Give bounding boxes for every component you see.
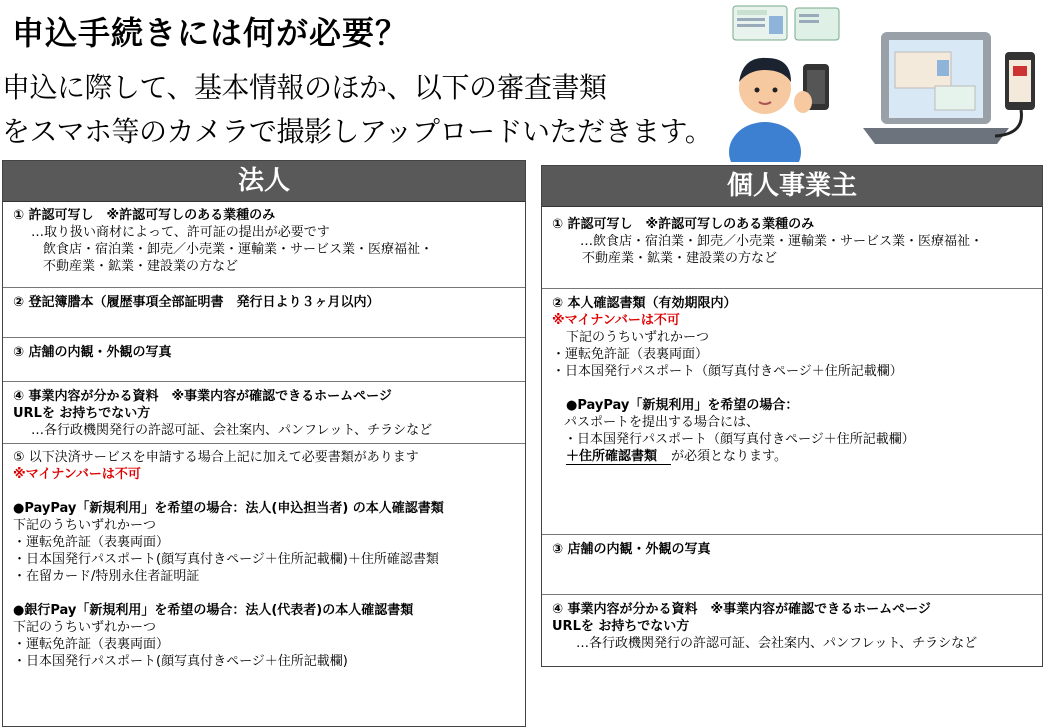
corp-license-line: 飲食店・宿泊業・卸売／小売業・運輸業・サービス業・医療福祉・ [43,242,434,257]
corp-row-registry [3,287,525,337]
corp-bankpay-line: ・日本国発行パスポート(顔写真付きページ＋住所記載欄) [13,654,348,669]
corporate-column [2,160,526,727]
corp-license-line: 不動産業・鉱業・建設業の方など [43,259,239,274]
sole-proprietor-column [541,165,1043,667]
corp-store-photo-title: ③ 店舗の内観・外観の写真 [13,345,172,360]
page-title: 申込手続きには何が必要？ [12,14,409,52]
smartphone-upload-illustration [725,4,1045,162]
indiv-row-identity [542,288,1042,534]
indiv-paypay-line: ・日本国発行パスポート（顔写真付きページ＋住所記載欄） [564,432,915,447]
indiv-identity-line: ・日本国発行パスポート（顔写真付きページ＋住所記載欄） [552,364,903,379]
subtitle-line-2: をスマホ等のカメラで撮影しアップロードいただきます。 [2,115,713,148]
corp-row-business-docs [3,381,525,443]
indiv-identity-title: ② 本人確認書類（有効期限内） [552,296,737,311]
indiv-store-photo-title: ③ 店舗の内観・外観の写真 [552,542,711,557]
corp-row-license [3,205,525,287]
license-card-icon [733,6,787,40]
indiv-row-license [542,210,1042,288]
indiv-license-line: …飲食店・宿泊業・卸売／小売業・運輸業・サービス業・医療福祉・ [580,234,984,249]
indiv-license-line: 不動産業・鉱業・建設業の方など [582,251,778,266]
corp-license-line: …取り扱い商材によって、許可証の提出が必要です [31,225,330,240]
indiv-identity-line: 下記のうちいずれかーつ [566,330,710,345]
corp-row-payment-services [3,443,525,725]
card-back-icon [795,8,839,40]
indiv-address-doc: ＋住所確認書類 [566,449,671,465]
indiv-paypay-title: ●PayPay「新規利用」を希望の場合： [566,398,799,413]
corp-row-store-photo [3,337,525,381]
corp-business-note: …各行政機関発行の許認可証、会社案内、パンフレット、チラシなど [31,423,433,438]
corp-payment-title: ⑤ 以下決済サービスを申請する場合上記に加えて必要書類があります [13,450,419,465]
subtitle-line-1: 申込に際して、基本情報のほか、以下の審査書類 [2,71,607,104]
phone-on-desk-icon [995,52,1035,136]
corp-bankpay-line: ・運転免許証（表裏両面） [13,637,170,652]
corp-license-title: ① 許認可写し ※許認可写しのある業種のみ [13,208,276,223]
corp-registry-title: ② 登記簿謄本（履歴事項全部証明書 発行日より３ヶ月以内） [13,295,380,310]
corp-bankpay-title: ●銀行Pay「新規利用」を希望の場合：法人(代表者)の本人確認書類 [13,603,414,618]
corp-business-title-1: ④ 事業内容が分かる資料 ※事業内容が確認できるホームページ [13,389,392,404]
indiv-mynumber-warning: ※マイナンバーは不可 [552,313,680,328]
corp-mynumber-warning: ※マイナンバーは不可 [13,467,141,482]
corp-paypay-title: ●PayPay「新規利用」を希望の場合：法人(申込担当者) の本人確認書類 [13,501,444,516]
indiv-business-title-1: ④ 事業内容が分かる資料 ※事業内容が確認できるホームページ [552,602,931,617]
corp-bankpay-line: 下記のうちいずれかーつ [13,620,157,635]
corp-paypay-line: ・日本国発行パスポート(顔写真付きページ＋住所記載欄)＋住所確認書類 [13,552,439,567]
indiv-business-title-2: URLを お持ちでない方 [552,619,690,634]
laptop-icon [863,32,1009,144]
indiv-identity-line: ・運転免許証（表裏両面） [552,347,709,362]
smartphone-icon [794,64,829,113]
indiv-row-business-docs [542,594,1042,664]
corporate-header: 法人 [3,161,525,202]
indiv-row-store-photo [542,534,1042,594]
corp-business-title-2: URLを お持ちでない方 [13,406,151,421]
corp-paypay-line: ・運転免許証（表裏両面） [13,535,170,550]
indiv-address-tail: が必須となります。 [671,449,787,464]
corp-paypay-line: 下記のうちいずれかーつ [13,518,157,533]
indiv-paypay-line: パスポートを提出する場合には、 [564,415,760,430]
indiv-license-title: ① 許認可写し ※許認可写しのある業種のみ [552,217,815,232]
sole-proprietor-header: 個人事業主 [542,166,1042,207]
corp-paypay-line: ・在留カード/特別永住者証明証 [13,569,200,584]
person-icon [729,58,801,162]
indiv-business-note: …各行政機関発行の許認可証、会社案内、パンフレット、チラシなど [576,636,978,651]
